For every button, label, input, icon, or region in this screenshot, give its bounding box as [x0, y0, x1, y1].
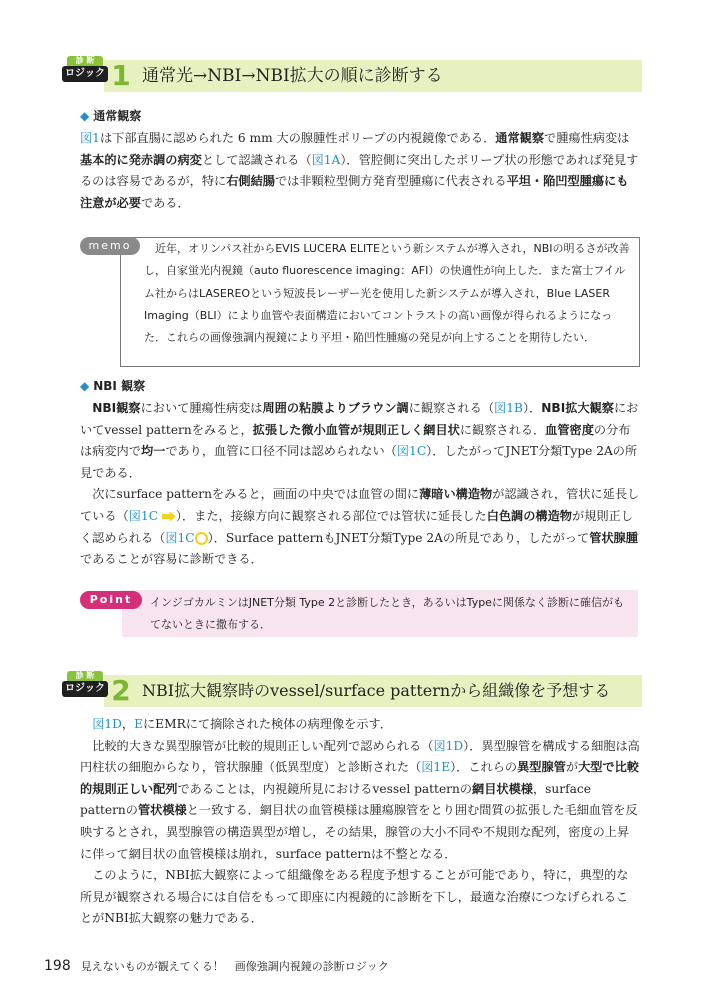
fig-ref[interactable]: 図1B — [494, 401, 523, 415]
badge-top: 診 断 — [67, 671, 103, 681]
badge-top: 診 断 — [67, 56, 103, 66]
section-number: 1 — [111, 59, 131, 92]
fig-ref[interactable]: 図1C — [396, 444, 427, 459]
memo-text: 近年，オリンパス社からEVIS LUCERA ELITEという新システムが導入され，NBIの明るさが改善し，自家蛍光内視鏡（auto fluorescence imaging：AFI）の快適性が向上した．また富士フイルム社からはLASEREOという短波長レーザー光を使用した新システムが導入され，Blue LASER Imaging（BLI）により血管や表面構造においてコントラストの高い画像が得られるようになった．これらの画像強調内視鏡により平坦・陥凹性腫瘍の発見が向上することを期待したい． — [144, 242, 630, 345]
diamond-icon: ◆ — [80, 109, 90, 123]
nbi-paragraph: NBI観察において腫瘍性病変は周囲の粘膜よりブラウン調に観察される（図1B）．NBI拡大観察においてvessel patternをみると，拡張した微小血管が規則正しく網目状に観察される．血管密度の分布は病変内で均一であり，血管に口径不同は認められない（図1C）．したがってJNET分類Type 2Aの所見である． 次にsurface patternをみると，画面の中央では血管の間に薄暗い構造物が認識され，管状に延長している（図1C ）．また，接線方向に観察される部位では管状に延長した白色調の構造物が規則正しく認められる（図1C ）．Surface patternもJNET分類Type 2Aの所見であり，したがって管状腺腫であることが容易に診断できる． — [80, 401, 640, 567]
section-heading-2 — [62, 671, 642, 707]
circle-icon — [195, 532, 208, 545]
arrow-icon — [162, 511, 176, 521]
page-footer — [44, 958, 389, 974]
normal-paragraph: 図1は下部直腸に認められた 6 mm 大の腺腫性ポリープの内視鏡像である．通常観察で腫瘍性病変は基本的に発赤調の病変として認識される（図1A）．管腔側に突出したポリープ状の形態であれば発見するのは容易であるが，特に右側結腸では非顆粒型側方発育型腫瘍に代表される平坦・陥凹型腫瘍にも注意が必要である． — [80, 131, 639, 210]
subheading-normal: ◆ 通常観察 — [80, 109, 142, 123]
section-title: 通常光→NBI→NBI拡大の順に診断する — [142, 66, 443, 86]
section2-paragraphs: 図1D，EにEMRにて摘除された検体の病理像を示す． 比較的大きな異型腺管が比較的規則正しい配列で認められる（図1D）．異型腺管を構成する細胞は高円柱状の細胞からなり，管状腺腫（低異型度）と診断された（図1E）．これらの異型腺管が大型で比較的規則正しい配列であることは，内視鏡所見におけるvessel patternの網目状模様，surface patternの管状模様と一致する．網目状の血管模様は腫瘍腺管をとり囲む間質の拡張した毛細血管を反映するとされ，異型腺管の構造異型が増し，その結果，腺管の大小不同や不規則な配列，密度の上昇に伴って網目状の血管模様は崩れ，surface patternは不整となる． このように，NBI拡大観察によって組織像をある程度予想することが可能であり，特に，典型的な所見が観察される場合には自信をもって即座に内視鏡的に診断を下し，最適な治療につなげられることがNBI拡大観察の魅力である． — [80, 714, 640, 930]
fig-ref[interactable]: 図1D — [433, 738, 464, 753]
fig-ref[interactable]: 図1E — [421, 760, 451, 775]
fig-ref[interactable]: 図1C — [128, 508, 159, 523]
point-label: Point — [80, 591, 142, 609]
diamond-icon: ◆ — [80, 379, 90, 393]
fig-ref[interactable]: 図1A — [311, 152, 341, 167]
fig-ref[interactable]: E — [134, 717, 143, 731]
subheading-nbi: ◆ NBI 観察 — [80, 379, 146, 393]
fig-ref[interactable]: 図1C — [165, 530, 195, 545]
point-text: インジゴカルミンはJNET分類 Type 2と診断したとき，あるいはTypeに関係なく診断に確信がもてないときに撒布する． — [150, 596, 624, 631]
page-number: 198 — [44, 958, 71, 974]
section2-p3: このように，NBI拡大観察によって組織像をある程度予想することが可能であり，特に，典型的な所見が観察される場合には自信をもって即座に内視鏡的に診断を下し，最適な治療につなげられることがNBI拡大観察の魅力である． — [80, 868, 629, 926]
section-title: NBI拡大観察時のvessel/surface patternから組織像を予想する — [142, 681, 611, 700]
badge-bottom: ロジック — [62, 66, 108, 82]
memo-label: memo — [80, 237, 140, 255]
section-number: 2 — [111, 674, 131, 707]
fig-ref[interactable]: 図1D — [92, 717, 122, 731]
badge-bottom: ロジック — [62, 681, 108, 697]
section-heading-1 — [62, 56, 642, 92]
running-title: 見えないものが観えてくる！ 画像強調内視鏡の診断ロジック — [80, 960, 389, 973]
fig-ref[interactable]: 図1 — [80, 131, 100, 145]
